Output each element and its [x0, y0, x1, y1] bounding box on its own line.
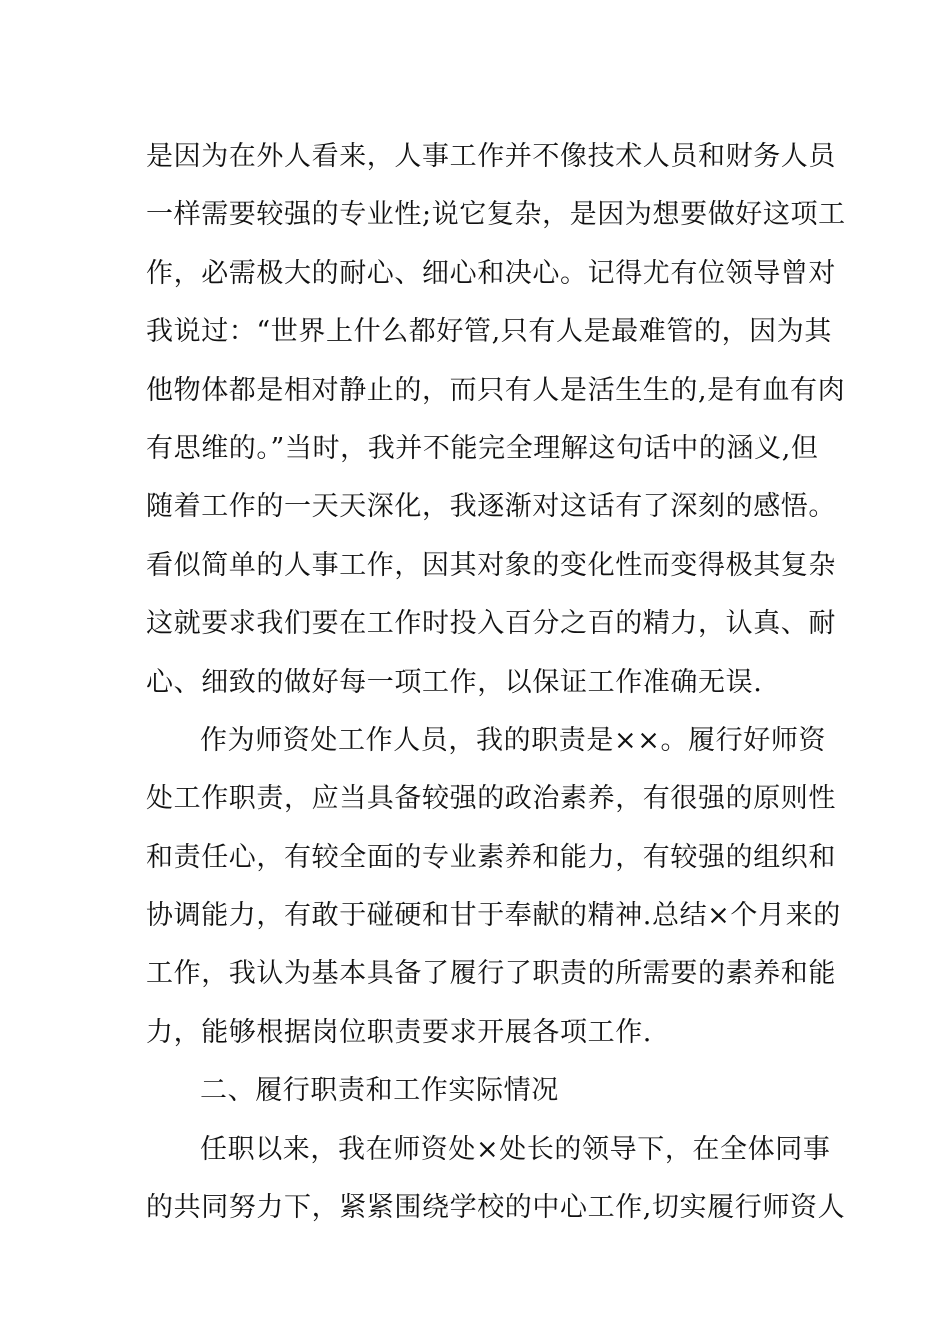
text-line: 心、细致的做好每一项工作，以保证工作准确无误. [146, 666, 763, 698]
paragraph-start-line: 作为师资处工作人员，我的职责是××。履行好师资 [200, 724, 827, 756]
paragraph-start-line: 任职以来，我在师资处×处长的领导下，在全体同事 [200, 1133, 831, 1165]
section-heading: 二、履行职责和工作实际情况 [200, 1075, 559, 1107]
text-line: 一样需要较强的专业性;说它复杂，是因为想要做好这项工 [146, 199, 846, 231]
text-line: 随着工作的一天天深化，我逐渐对这话有了深刻的感悟。 [146, 491, 836, 523]
text-line: 处工作职责，应当具备较强的政治素养，有很强的原则性 [146, 783, 836, 815]
text-line: 作，必需极大的耐心、细心和决心。记得尤有位领导曾对 [146, 257, 836, 289]
text-line: 和责任心，有较全面的专业素养和能力，有较强的组织和 [146, 841, 836, 873]
text-line: 我说过：“世界上什么都好管,只有人是最难管的，因为其 [146, 316, 832, 348]
text-line: 的共同努力下，紧紧围绕学校的中心工作,切实履行师资人 [146, 1192, 846, 1224]
text-line: 是因为在外人看来，人事工作并不像技术人员和财务人员 [146, 141, 836, 172]
text-line: 工作，我认为基本具备了履行了职责的所需要的素养和能 [146, 958, 836, 990]
text-line: 这就要求我们要在工作时投入百分之百的精力，认真、耐 [146, 608, 836, 640]
text-line: 协调能力，有敢于碰硬和甘于奉献的精神.总结×个月来的 [146, 900, 841, 932]
text-line: 看似简单的人事工作，因其对象的变化性而变得极其复杂 [146, 549, 836, 581]
text-line: 力，能够根据岗位职责要求开展各项工作. [146, 1016, 652, 1048]
body-text [146, 128, 846, 1237]
text-line: 有思维的。”当时，我并不能完全理解这句话中的涵义,但 [146, 432, 819, 464]
text-line: 他物体都是相对静止的，而只有人是活生生的,是有血有肉 [146, 374, 846, 406]
